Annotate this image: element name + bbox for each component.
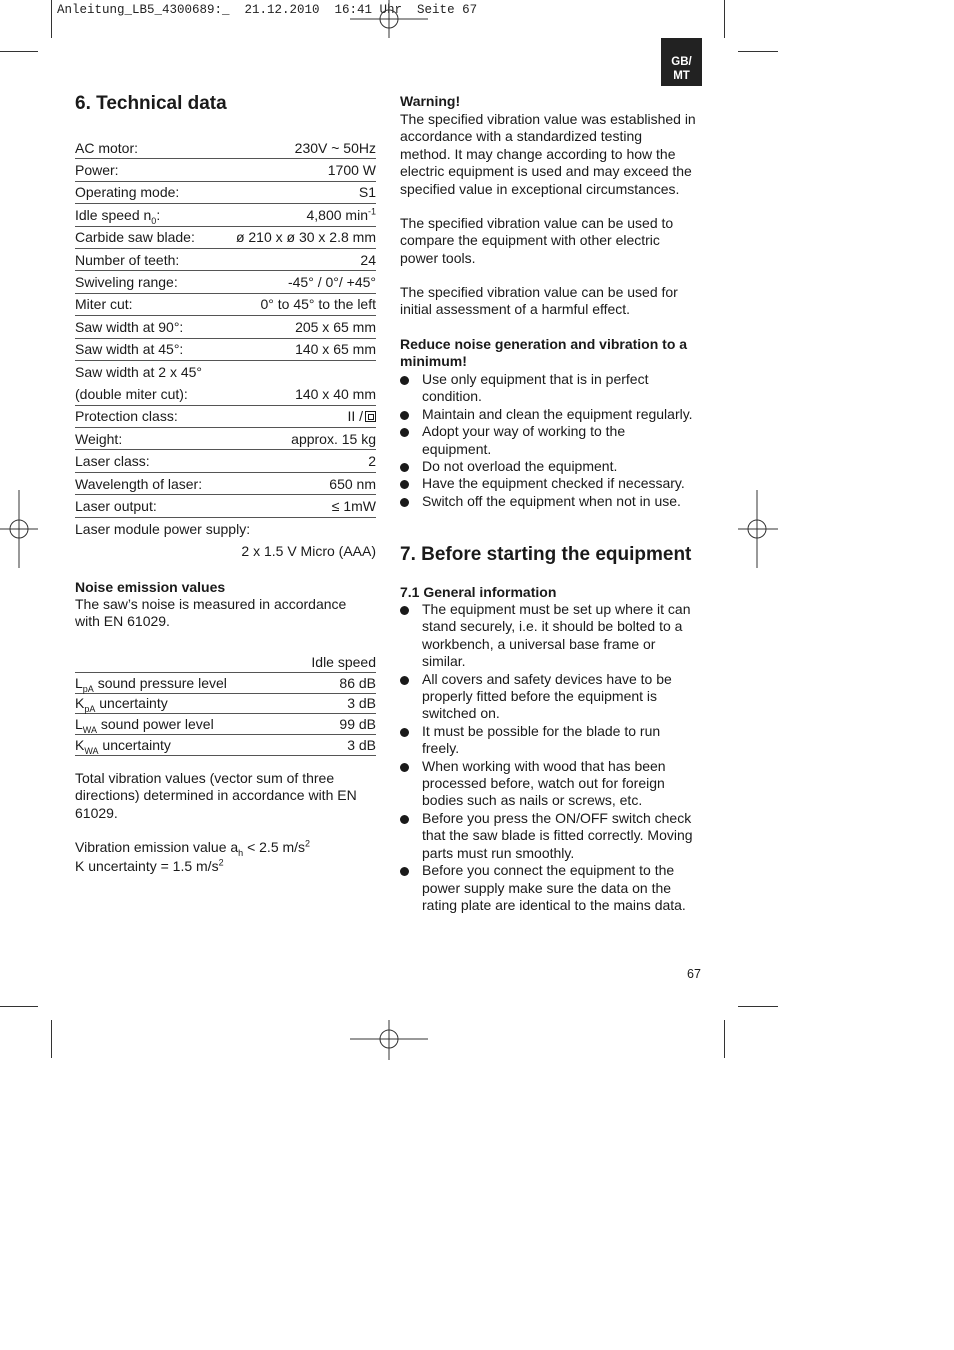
tech-data-value [347, 408, 376, 424]
double-insulation-icon [365, 411, 376, 422]
tech-data-label-text: Protection class: [75, 408, 178, 425]
tech-data-label [75, 252, 179, 268]
tech-data-value-text: 1700 W [327, 162, 376, 179]
tech-data-label-text: Wavelength of laser: [75, 475, 203, 492]
tech-data-value [359, 184, 376, 200]
tech-data-value [261, 296, 377, 312]
bullet-line: Do not overload the equipment. [422, 458, 618, 475]
noise-rows [75, 673, 376, 756]
tech-data-label [75, 184, 179, 200]
section-7-1-heading: 7.1 General information [400, 584, 557, 600]
tech-data-row [75, 473, 376, 495]
bullet-dot-icon [400, 463, 409, 472]
section-6-title: 6. Technical data [75, 93, 227, 114]
vib-emission-sup: 2 [305, 838, 311, 849]
tech-data-value [295, 386, 376, 402]
vibration-paragraph [75, 770, 357, 822]
noise-row-sub: WA [84, 745, 99, 756]
tech-data-value [360, 252, 376, 268]
noise-row-label [75, 695, 168, 715]
noise-row-text: sound power level [96, 716, 214, 733]
noise-row-label [75, 674, 227, 694]
tech-data-value-sup: -1 [367, 206, 376, 217]
bullet-dot-icon [400, 428, 409, 437]
bullet-line: properly fitted before the equipment is [422, 688, 658, 705]
noise-row-sub: WA [82, 725, 97, 736]
warning-heading: Warning! [400, 93, 461, 109]
paragraph-line: specified value in exceptional circumstances. [400, 180, 680, 197]
tech-data-label [75, 453, 150, 469]
tech-data-row [75, 406, 376, 428]
tech-data-value-text: 2 x 1.5 V Micro (AAA) [241, 543, 376, 560]
bullet-line: Have the equipment checked if necessary. [422, 475, 685, 492]
tech-data-value [368, 453, 376, 469]
vibration-line: 61029. [75, 804, 118, 821]
print-header: Anleitung_LB5_4300689:_ 21.12.2010 16:41 Uhr Seite 67 [57, 3, 478, 17]
tech-data-label [75, 521, 250, 537]
noise-row-sub: pA [84, 704, 96, 715]
bullet-line: All covers and safety devices have to be [422, 670, 672, 687]
crop-mark [738, 51, 778, 52]
paragraph-line: electric equipment is used and may exceed the [400, 163, 692, 180]
bullet-line: processed before, watch out for foreign [422, 775, 665, 792]
tech-data-value [236, 229, 376, 245]
crop-mark [0, 51, 38, 52]
registration-mark-icon [738, 490, 778, 568]
bullet-dot-icon [400, 728, 409, 737]
language-tab-line1: GB/ [671, 56, 692, 68]
tech-data-row [75, 227, 376, 249]
crop-mark [724, 1020, 725, 1058]
tech-data-label [75, 431, 122, 447]
bullet-item [400, 601, 710, 671]
bullet-line: freely. [422, 740, 460, 757]
tech-data-value [329, 476, 376, 492]
bullet-item [400, 458, 710, 475]
tech-data-label [75, 274, 178, 290]
tech-data-row [75, 137, 376, 159]
bullet-item [400, 862, 710, 914]
reduce-heading-line: minimum! [400, 353, 467, 370]
tech-data-row [75, 428, 376, 450]
noise-row-value: 3 dB [347, 695, 376, 712]
tech-data-label [75, 319, 183, 335]
tech-data-label [75, 341, 183, 357]
bullet-line: equipment. [422, 440, 492, 457]
noise-col-header: Idle speed [311, 653, 376, 670]
tech-data-label [75, 476, 202, 492]
bullet-dot-icon [400, 606, 409, 615]
tech-data-label [75, 498, 157, 514]
tech-data-value-text: II / [347, 408, 363, 425]
tech-data-value [241, 543, 376, 559]
tech-data-value [291, 431, 376, 447]
tech-data-row [75, 316, 376, 338]
bullet-item [400, 723, 710, 758]
bullet-line: Before you connect the equipment to the [422, 862, 675, 879]
noise-row-value: 3 dB [347, 737, 376, 754]
bullet-dot-icon [400, 763, 409, 772]
registration-mark-icon [350, 0, 428, 38]
noise-row [75, 714, 376, 735]
bullet-dot-icon [400, 676, 409, 685]
general-info-bullet-list [400, 601, 710, 914]
noise-row-symbol: K [75, 737, 85, 754]
tech-data-row [75, 383, 376, 405]
tech-data-value-text: 205 x 65 mm [295, 318, 376, 335]
bullet-line: When working with wood that has been [422, 757, 666, 774]
tech-data-value-text: ≤ 1mW [331, 497, 376, 514]
bullet-item [400, 475, 710, 492]
bullet-dot-icon [400, 411, 409, 420]
tech-data-label-text: Saw width at 45°: [75, 341, 184, 358]
bullet-line: that the saw blade is fitted correctly. Moving [422, 827, 693, 844]
paragraph-line: compare the equipment with other electric [400, 232, 660, 249]
bullet-item [400, 423, 710, 458]
noise-row [75, 694, 376, 715]
tech-data-value-text: 230V ~ 50Hz [294, 139, 376, 156]
vib-emission-post: < 2.5 m/s [243, 839, 306, 855]
tech-data-value-text: ø 210 x ø 30 x 2.8 mm [235, 229, 376, 246]
tech-data-value-text: -45° / 0°/ +45° [287, 274, 376, 291]
tech-data-label-text: Number of teeth: [75, 251, 180, 268]
bullet-line: Switch off the equipment when not in use. [422, 492, 681, 509]
bullet-item [400, 671, 710, 723]
bullet-dot-icon [400, 376, 409, 385]
tech-data-label-text: Laser module power supply: [75, 520, 251, 537]
tech-data-value [295, 140, 376, 156]
tech-data-row [75, 271, 376, 293]
tech-data-value-text: approx. 15 kg [291, 430, 376, 447]
noise-row-label [75, 716, 214, 736]
paragraph-line: The specified vibration value can be used for [400, 284, 678, 300]
bullet-line: condition. [422, 388, 482, 405]
tech-data-row [75, 204, 376, 226]
technical-data-table [75, 137, 376, 562]
tech-data-row [75, 294, 376, 316]
noise-row [75, 673, 376, 694]
tech-data-label-text: Power: [75, 162, 119, 179]
noise-row-value: 99 dB [339, 716, 376, 733]
tech-data-value [332, 498, 376, 514]
tech-data-label [75, 229, 195, 245]
tech-data-value-text: S1 [358, 184, 376, 201]
crop-mark [738, 1006, 778, 1007]
tech-data-label [75, 140, 138, 156]
noise-intro-line: The saw’s noise is measured in accordance [75, 596, 347, 612]
noise-row-text: uncertainty [95, 695, 168, 712]
noise-row-text: uncertainty [98, 737, 171, 754]
noise-row-text: sound pressure level [93, 674, 227, 691]
tech-data-value-text: 650 nm [329, 475, 376, 492]
tech-data-row [75, 518, 376, 540]
bullet-line: similar. [422, 653, 466, 670]
vibration-emission-value [75, 839, 310, 856]
tech-data-value [328, 162, 376, 178]
tech-data-value [288, 274, 376, 290]
noise-row-symbol: L [75, 674, 83, 691]
paragraph-line: power tools. [400, 249, 476, 266]
language-tab-line2: MT [673, 70, 690, 82]
tech-data-label-text: Carbide saw blade: [75, 229, 195, 246]
tech-data-label [75, 408, 178, 424]
paragraph-line: The specified vibration value can be used to [400, 215, 674, 231]
tech-data-row [75, 361, 376, 383]
tech-data-label [75, 364, 202, 380]
tech-data-label-text: AC motor: [75, 139, 139, 156]
reduce-heading-line: Reduce noise generation and vibration to a [400, 336, 688, 352]
tech-data-row [75, 249, 376, 271]
tech-data-label-text: Miter cut: [75, 296, 133, 313]
tech-data-row [75, 540, 376, 562]
bullet-line: parts must run smoothly. [422, 844, 575, 861]
compare-paragraph [400, 215, 673, 267]
noise-row-label [75, 737, 171, 756]
warning-paragraph [400, 111, 696, 198]
tech-data-label-text: Operating mode: [75, 184, 180, 201]
tech-data-value-text: 2 [368, 453, 376, 470]
bullet-line: Maintain and clean the equipment regularly. [422, 405, 693, 422]
tech-data-row [75, 450, 376, 472]
tech-data-label-text: (double miter cut): [75, 385, 188, 402]
page-number: 67 [687, 967, 701, 981]
language-tab [661, 38, 702, 86]
tech-data-row [75, 182, 376, 204]
tech-data-value-text: 4,800 min [306, 206, 368, 223]
tech-data-label [75, 296, 133, 312]
tech-data-label-sub: 0 [151, 215, 157, 226]
bullet-dot-icon [400, 480, 409, 489]
tech-data-label [75, 206, 161, 226]
k-uncertainty-text: K uncertainty = 1.5 m/s [75, 858, 219, 874]
bullet-item [400, 371, 710, 406]
noise-row [75, 735, 376, 756]
bullet-item [400, 493, 710, 510]
bullet-item [400, 758, 710, 810]
bullet-line: It must be possible for the blade to run [422, 722, 661, 739]
noise-row-symbol: L [75, 716, 83, 733]
vib-emission-sub: h [238, 847, 244, 858]
bullet-dot-icon [400, 815, 409, 824]
tech-data-label-text: Laser class: [75, 453, 150, 470]
bullet-line: rating plate are identical to the mains data. [422, 896, 686, 913]
tech-data-label-text: Weight: [75, 430, 123, 447]
tech-data-value-text: 0° to 45° to the left [260, 296, 376, 313]
assess-paragraph [400, 284, 678, 319]
paragraph-line: initial assessment of a harmful effect. [400, 301, 631, 318]
noise-table-header [75, 652, 376, 673]
crop-mark [0, 1006, 38, 1007]
tech-data-row [75, 339, 376, 361]
section-7-title: 7. Before starting the equipment [400, 544, 692, 565]
tech-data-label [75, 162, 119, 178]
k-uncertainty-sup: 2 [218, 857, 224, 868]
crop-mark [51, 0, 52, 38]
noise-row-symbol: K [75, 695, 85, 712]
tech-data-label-text: Idle speed n [75, 206, 152, 223]
registration-mark-icon [0, 490, 38, 568]
noise-row-value: 86 dB [339, 674, 376, 691]
bullet-line: bodies such as nails or screws, etc. [422, 792, 643, 809]
vibration-line: Total vibration values (vector sum of three [75, 770, 335, 786]
reduce-bullet-list [400, 371, 710, 510]
noise-heading: Noise emission values [75, 579, 226, 595]
noise-intro-line: with EN 61029. [75, 613, 170, 630]
bullet-line: stand securely, i.e. it should be bolted to a [422, 618, 683, 635]
tech-data-value-text: 24 [360, 251, 376, 268]
noise-table [75, 652, 376, 756]
tech-data-value-text: 140 x 65 mm [295, 341, 376, 358]
crop-mark [51, 1020, 52, 1058]
tech-data-value [307, 207, 377, 223]
reduce-heading [400, 336, 687, 371]
paragraph-line: method. It may change according to how the [400, 145, 676, 162]
crop-mark [724, 0, 725, 38]
tech-data-row [75, 495, 376, 517]
tech-data-label-text: Laser output: [75, 497, 157, 514]
paragraph-line: The specified vibration value was established in [400, 111, 696, 127]
noise-row-sub: pA [82, 683, 94, 694]
bullet-dot-icon [400, 867, 409, 876]
bullet-line: Adopt your way of working to the [422, 423, 626, 440]
tech-data-label-text: Swiveling range: [75, 274, 178, 291]
bullet-line: workbench, a universal base frame or [422, 635, 656, 652]
tech-data-value [295, 341, 376, 357]
tech-data-label-text: Saw width at 2 x 45° [75, 364, 202, 381]
tech-data-value-text: 140 x 40 mm [295, 385, 376, 402]
bullet-line: switched on. [422, 705, 500, 722]
tech-data-label [75, 386, 188, 402]
vib-emission-pre: Vibration emission value a [75, 839, 239, 855]
k-uncertainty [75, 858, 224, 875]
bullet-line: Use only equipment that is in perfect [422, 371, 649, 387]
bullet-item [400, 406, 710, 423]
registration-mark-icon [350, 1020, 428, 1060]
vibration-line: directions) determined in accordance with EN [75, 787, 357, 804]
bullet-line: Before you press the ON/OFF switch check [422, 809, 692, 826]
bullet-line: power supply make sure the data on the [422, 879, 672, 896]
bullet-line: The equipment must be set up where it can [422, 601, 691, 617]
bullet-item [400, 810, 710, 862]
bullet-dot-icon [400, 498, 409, 507]
tech-data-value [295, 319, 376, 335]
tech-data-label-text: Saw width at 90°: [75, 318, 184, 335]
tech-data-label-suffix: : [156, 206, 161, 223]
paragraph-line: accordance with a standardized testing [400, 128, 643, 145]
noise-intro [75, 596, 346, 631]
tech-data-row [75, 159, 376, 181]
